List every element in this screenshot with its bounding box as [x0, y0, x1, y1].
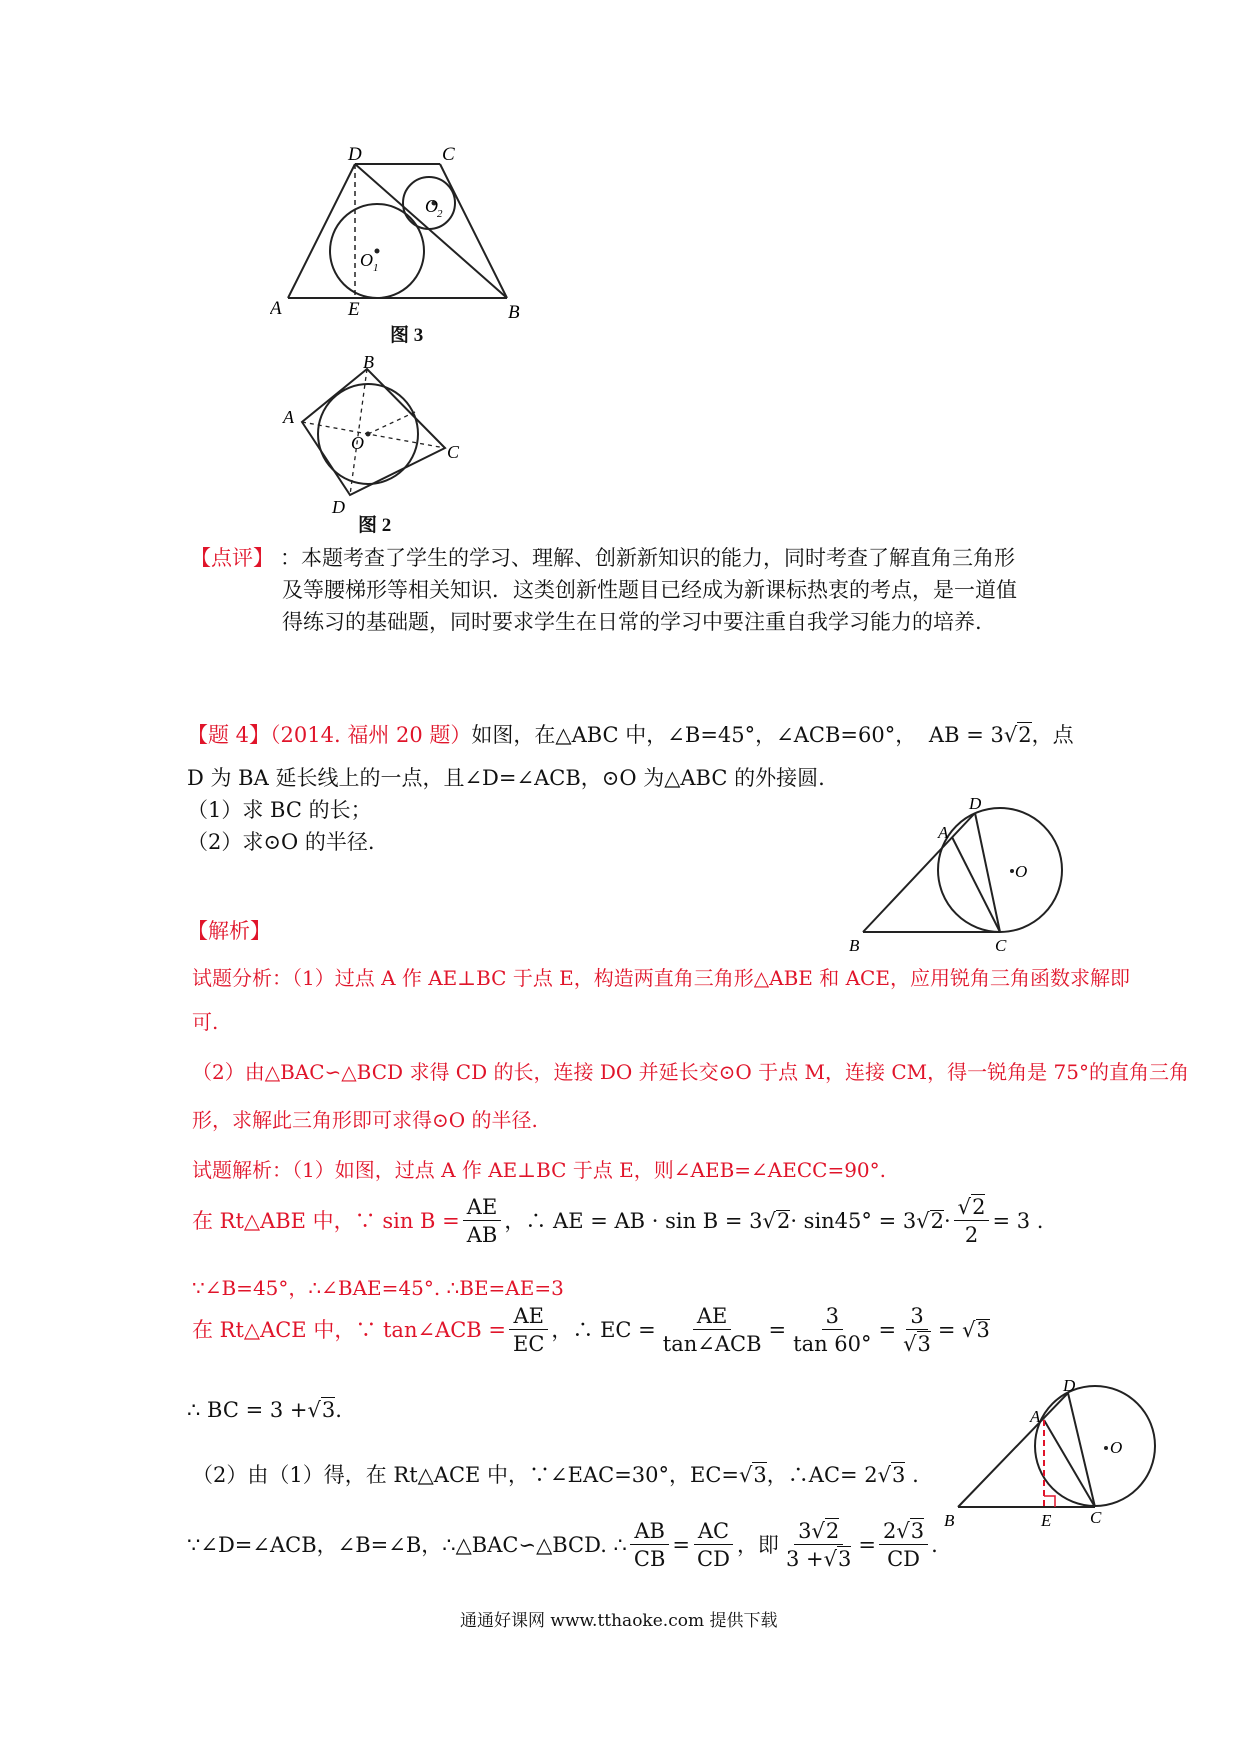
- problem-tag: 【题 4】: [187, 723, 271, 747]
- page-footer: 通通好课网 www.tthaoke.com 提供下载: [460, 1611, 778, 1631]
- label-a: A: [1030, 1407, 1041, 1426]
- circumcircle-o: [938, 808, 1062, 932]
- solution-tag: 【解析】: [187, 919, 271, 943]
- analysis-line-3: （2）由△BAC∽△BCD 求得 CD 的长，连接 DO 并延长交⊙O 于点 M，连接 CM，得一锐角是 75°的直角三角: [192, 1060, 1189, 1084]
- review-line-1: ：本题考查了学生的学习、理解、创新新知识的能力，同时考查了解直角三角形: [280, 546, 1015, 570]
- label-d: D: [332, 497, 345, 517]
- label-o2: O: [425, 196, 438, 216]
- label-b: B: [849, 936, 860, 955]
- label-o1: O: [360, 250, 373, 270]
- trapezoid-left-edge: [288, 164, 355, 298]
- problem-source: （2014. 福州 20 题）: [270, 723, 472, 747]
- question-1: （1）求 BC 的长；: [187, 798, 372, 822]
- label-b: B: [508, 302, 520, 323]
- figure-2-diagram: [280, 355, 470, 520]
- analysis-line-1: 试题分析：（1）过点 A 作 AE⊥BC 于点 E，构造两直角三角形△ABE 和 ACE，应用锐角三角函数求解即: [192, 966, 1130, 990]
- radius-line: [368, 412, 415, 434]
- circumcircle-o: [1035, 1386, 1155, 1506]
- label-e: E: [1041, 1511, 1052, 1530]
- center-o: [366, 432, 371, 437]
- line-dc: [1068, 1393, 1095, 1507]
- detail-tan-line: 在 Rt△ACE 中，∵ tan∠ACB = $\frac{AE}{EC}$ ，∴ EC = $\frac{AE}{\text{tan∠ACB}}$ = $\frac{3}{\tan 60^\circ}$ = $\frac{3}{√3}$ = √ 3: [192, 1304, 990, 1357]
- analysis-line-4: 形，求解此三角形即可求得⊙O 的半径.: [192, 1108, 538, 1132]
- detail-sin-line: 在 Rt△ABE 中，∵ sin B = $\frac{AE}{AB}$ ，∴ AE = AB · sin B = 3 √ 2 · sin45° = 3 √ 2 · $\frac{√2}{2}$ = 3 .: [192, 1195, 1044, 1248]
- problem-text-1-end: ，点: [1031, 723, 1074, 747]
- diagonal-db: [355, 164, 507, 298]
- detail-similarity-line: ∵∠D=∠ACB，∠B=∠B，∴△BAC∽△BCD. ∴ $\frac{AB}{CB}$ = $\frac{AC}{CD}$ ，即 $\frac{3√2}{3 +√3}$ = $\frac{2√3}{CD}$ .: [187, 1519, 938, 1572]
- detail-be-line: ∵∠B=45°，∴∠BAE=45°. ∴BE=AE=3: [192, 1276, 564, 1300]
- question-2: （2）求⊙O 的半径.: [187, 830, 375, 854]
- label-o1-sub: 1: [373, 262, 379, 274]
- figure-3-caption: 图 3: [390, 325, 424, 346]
- quadrilateral-abcd: [302, 369, 445, 495]
- detail-bc-line: ∴ BC = 3 +√3.: [187, 1398, 342, 1422]
- right-angle-mark: [1044, 1496, 1055, 1507]
- problem-line-2: D 为 BA 延长线上的一点，且∠D=∠ACB，⊙O 为△ABC 的外接圆.: [187, 766, 825, 790]
- label-o: O: [1110, 1438, 1123, 1457]
- label-o: O: [351, 433, 364, 453]
- center-o: [1104, 1446, 1108, 1450]
- problem-line-1: [187, 725, 1074, 746]
- analysis-line-2: 可.: [192, 1010, 219, 1034]
- line-bd: [958, 1393, 1068, 1507]
- label-o2-sub: 2: [437, 208, 443, 220]
- label-a: A: [283, 407, 294, 427]
- detail-line-1: 试题解析：（1）如图，过点 A 作 AE⊥BC 于点 E，则∠AEB=∠AECC=90°.: [192, 1158, 887, 1182]
- line-bd: [863, 813, 975, 932]
- label-o: O: [1015, 862, 1028, 881]
- label-c: C: [442, 144, 455, 165]
- ab-formula: AB = 3√2: [928, 723, 1032, 747]
- problem-figure: [845, 795, 1070, 960]
- label-a: A: [270, 298, 282, 319]
- label-d: D: [969, 795, 982, 813]
- figure-3-diagram: [270, 140, 540, 340]
- center-o1: [375, 249, 380, 254]
- label-c: C: [1090, 1508, 1102, 1527]
- label-e: E: [348, 299, 360, 320]
- review-line-3: 得练习的基础题，同时要求学生在日常的学习中要注重自我学习能力的培养.: [282, 610, 982, 634]
- figure-2-caption: 图 2: [358, 515, 392, 536]
- line-dc: [975, 813, 1000, 932]
- problem-text-1: 如图，在△ABC 中，∠B=45°，∠ACB=60°，: [471, 723, 917, 747]
- label-d: D: [1063, 1380, 1076, 1395]
- label-b: B: [363, 355, 374, 372]
- detail-part2-line: （2）由（1）得，在 Rt△ACE 中，∵∠EAC=30°，EC=√3，∴AC= 2√3 .: [192, 1463, 919, 1487]
- label-c: C: [995, 936, 1007, 955]
- trapezoid-right-edge: [440, 164, 507, 298]
- label-a: A: [938, 823, 949, 842]
- center-o: [1010, 869, 1014, 873]
- label-c: C: [447, 442, 460, 462]
- line-ac: [1044, 1420, 1095, 1507]
- label-d: D: [348, 144, 362, 165]
- review-line-2: 及等腰梯形等相关知识．这类创新性题目已经成为新课标热衷的考点，是一道值: [282, 578, 1017, 602]
- review-tag: 【点评】: [190, 546, 274, 570]
- solution-figure: [940, 1380, 1165, 1530]
- label-b: B: [944, 1511, 955, 1530]
